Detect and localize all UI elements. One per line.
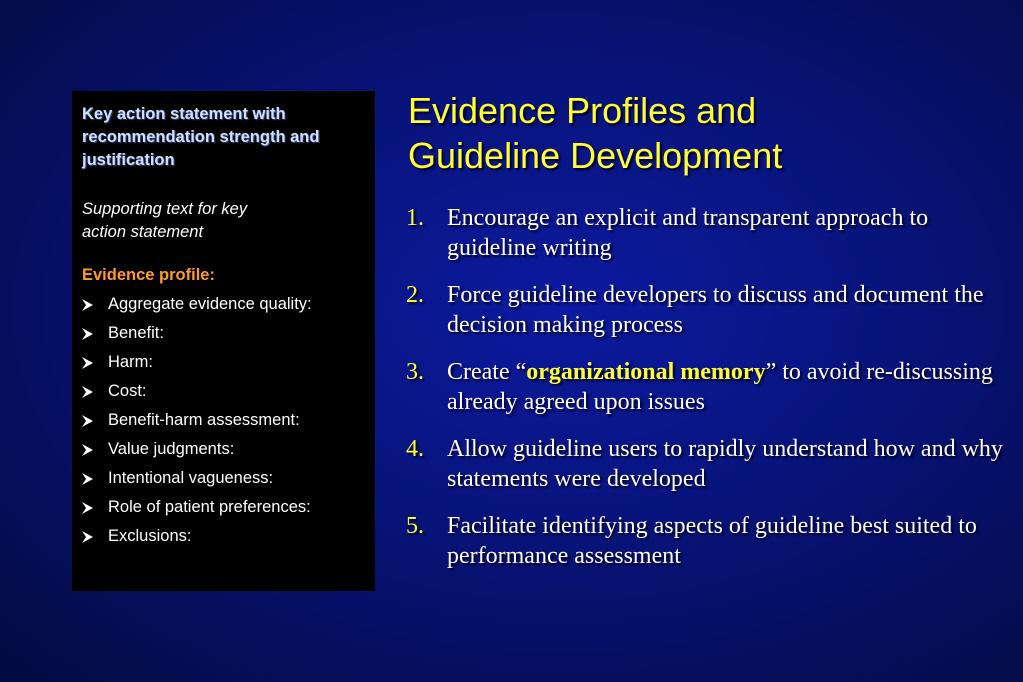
list-item-label: Aggregate evidence quality: [108, 295, 312, 313]
list-item [82, 493, 365, 522]
list-item-label: Benefit: [108, 324, 164, 342]
arrowhead-bullet-icon [82, 444, 108, 456]
point-text-post: ” to avoid re-discussing already agreed upon issues [447, 359, 993, 415]
point-number: 3. [406, 359, 424, 385]
list-item [82, 406, 365, 435]
evidence-profile-panel [72, 91, 375, 591]
point-number: 5. [406, 513, 424, 539]
point-text [447, 357, 1006, 417]
list-item-label: Intentional vagueness: [108, 469, 274, 487]
list-item [82, 290, 365, 319]
arrowhead-bullet-icon [82, 357, 108, 369]
numbered-point [406, 511, 1006, 571]
numbered-point [406, 280, 1006, 340]
evidence-profile-list [82, 290, 365, 551]
arrowhead-bullet-icon [82, 299, 108, 311]
point-text-pre: Create “ [447, 359, 527, 385]
list-item-label: Cost: [108, 382, 147, 400]
list-item [82, 464, 365, 493]
point-text: Allow guideline users to rapidly understand how and why statements were developed [447, 436, 1003, 492]
point-number: 4. [406, 436, 424, 462]
supporting-text-line2: action statement [82, 223, 204, 241]
list-item-label: Harm: [108, 353, 153, 371]
point-number: 1. [406, 205, 424, 231]
list-item-label: Value judgments: [108, 440, 235, 458]
list-item [82, 348, 365, 377]
list-item [82, 319, 365, 348]
point-text: Facilitate identifying aspects of guideline best suited to performance assessment [447, 513, 977, 569]
arrowhead-bullet-icon [82, 531, 108, 543]
list-item-label: Role of patient preferences: [108, 498, 311, 516]
slide-title [408, 88, 782, 178]
evidence-profile-label: Evidence profile: [82, 266, 215, 284]
arrowhead-bullet-icon [82, 502, 108, 514]
supporting-text-line1: Supporting text for key [82, 200, 248, 218]
arrowhead-bullet-icon [82, 415, 108, 427]
list-item-label: Exclusions: [108, 527, 192, 545]
list-item [82, 377, 365, 406]
numbered-point [406, 357, 1006, 417]
numbered-point [406, 434, 1006, 494]
numbered-points [406, 203, 1006, 588]
point-text: Force guideline developers to discuss and document the decision making process [447, 282, 984, 338]
point-number: 2. [406, 282, 424, 308]
supporting-text [82, 198, 365, 244]
list-item-label: Benefit-harm assessment: [108, 411, 300, 429]
arrowhead-bullet-icon [82, 328, 108, 340]
slide-title-line2: Guideline Development [408, 135, 783, 176]
point-text: Encourage an explicit and transparent approach to guideline writing [447, 205, 929, 261]
slide-title-line1: Evidence Profiles and [408, 90, 757, 131]
list-item [82, 435, 365, 464]
key-action-heading: Key action statement with recommendation strength and justification [82, 105, 320, 169]
numbered-point [406, 203, 1006, 263]
list-item [82, 522, 365, 551]
organizational-memory-highlight: organizational memory [526, 359, 766, 385]
arrowhead-bullet-icon [82, 473, 108, 485]
arrowhead-bullet-icon [82, 386, 108, 398]
